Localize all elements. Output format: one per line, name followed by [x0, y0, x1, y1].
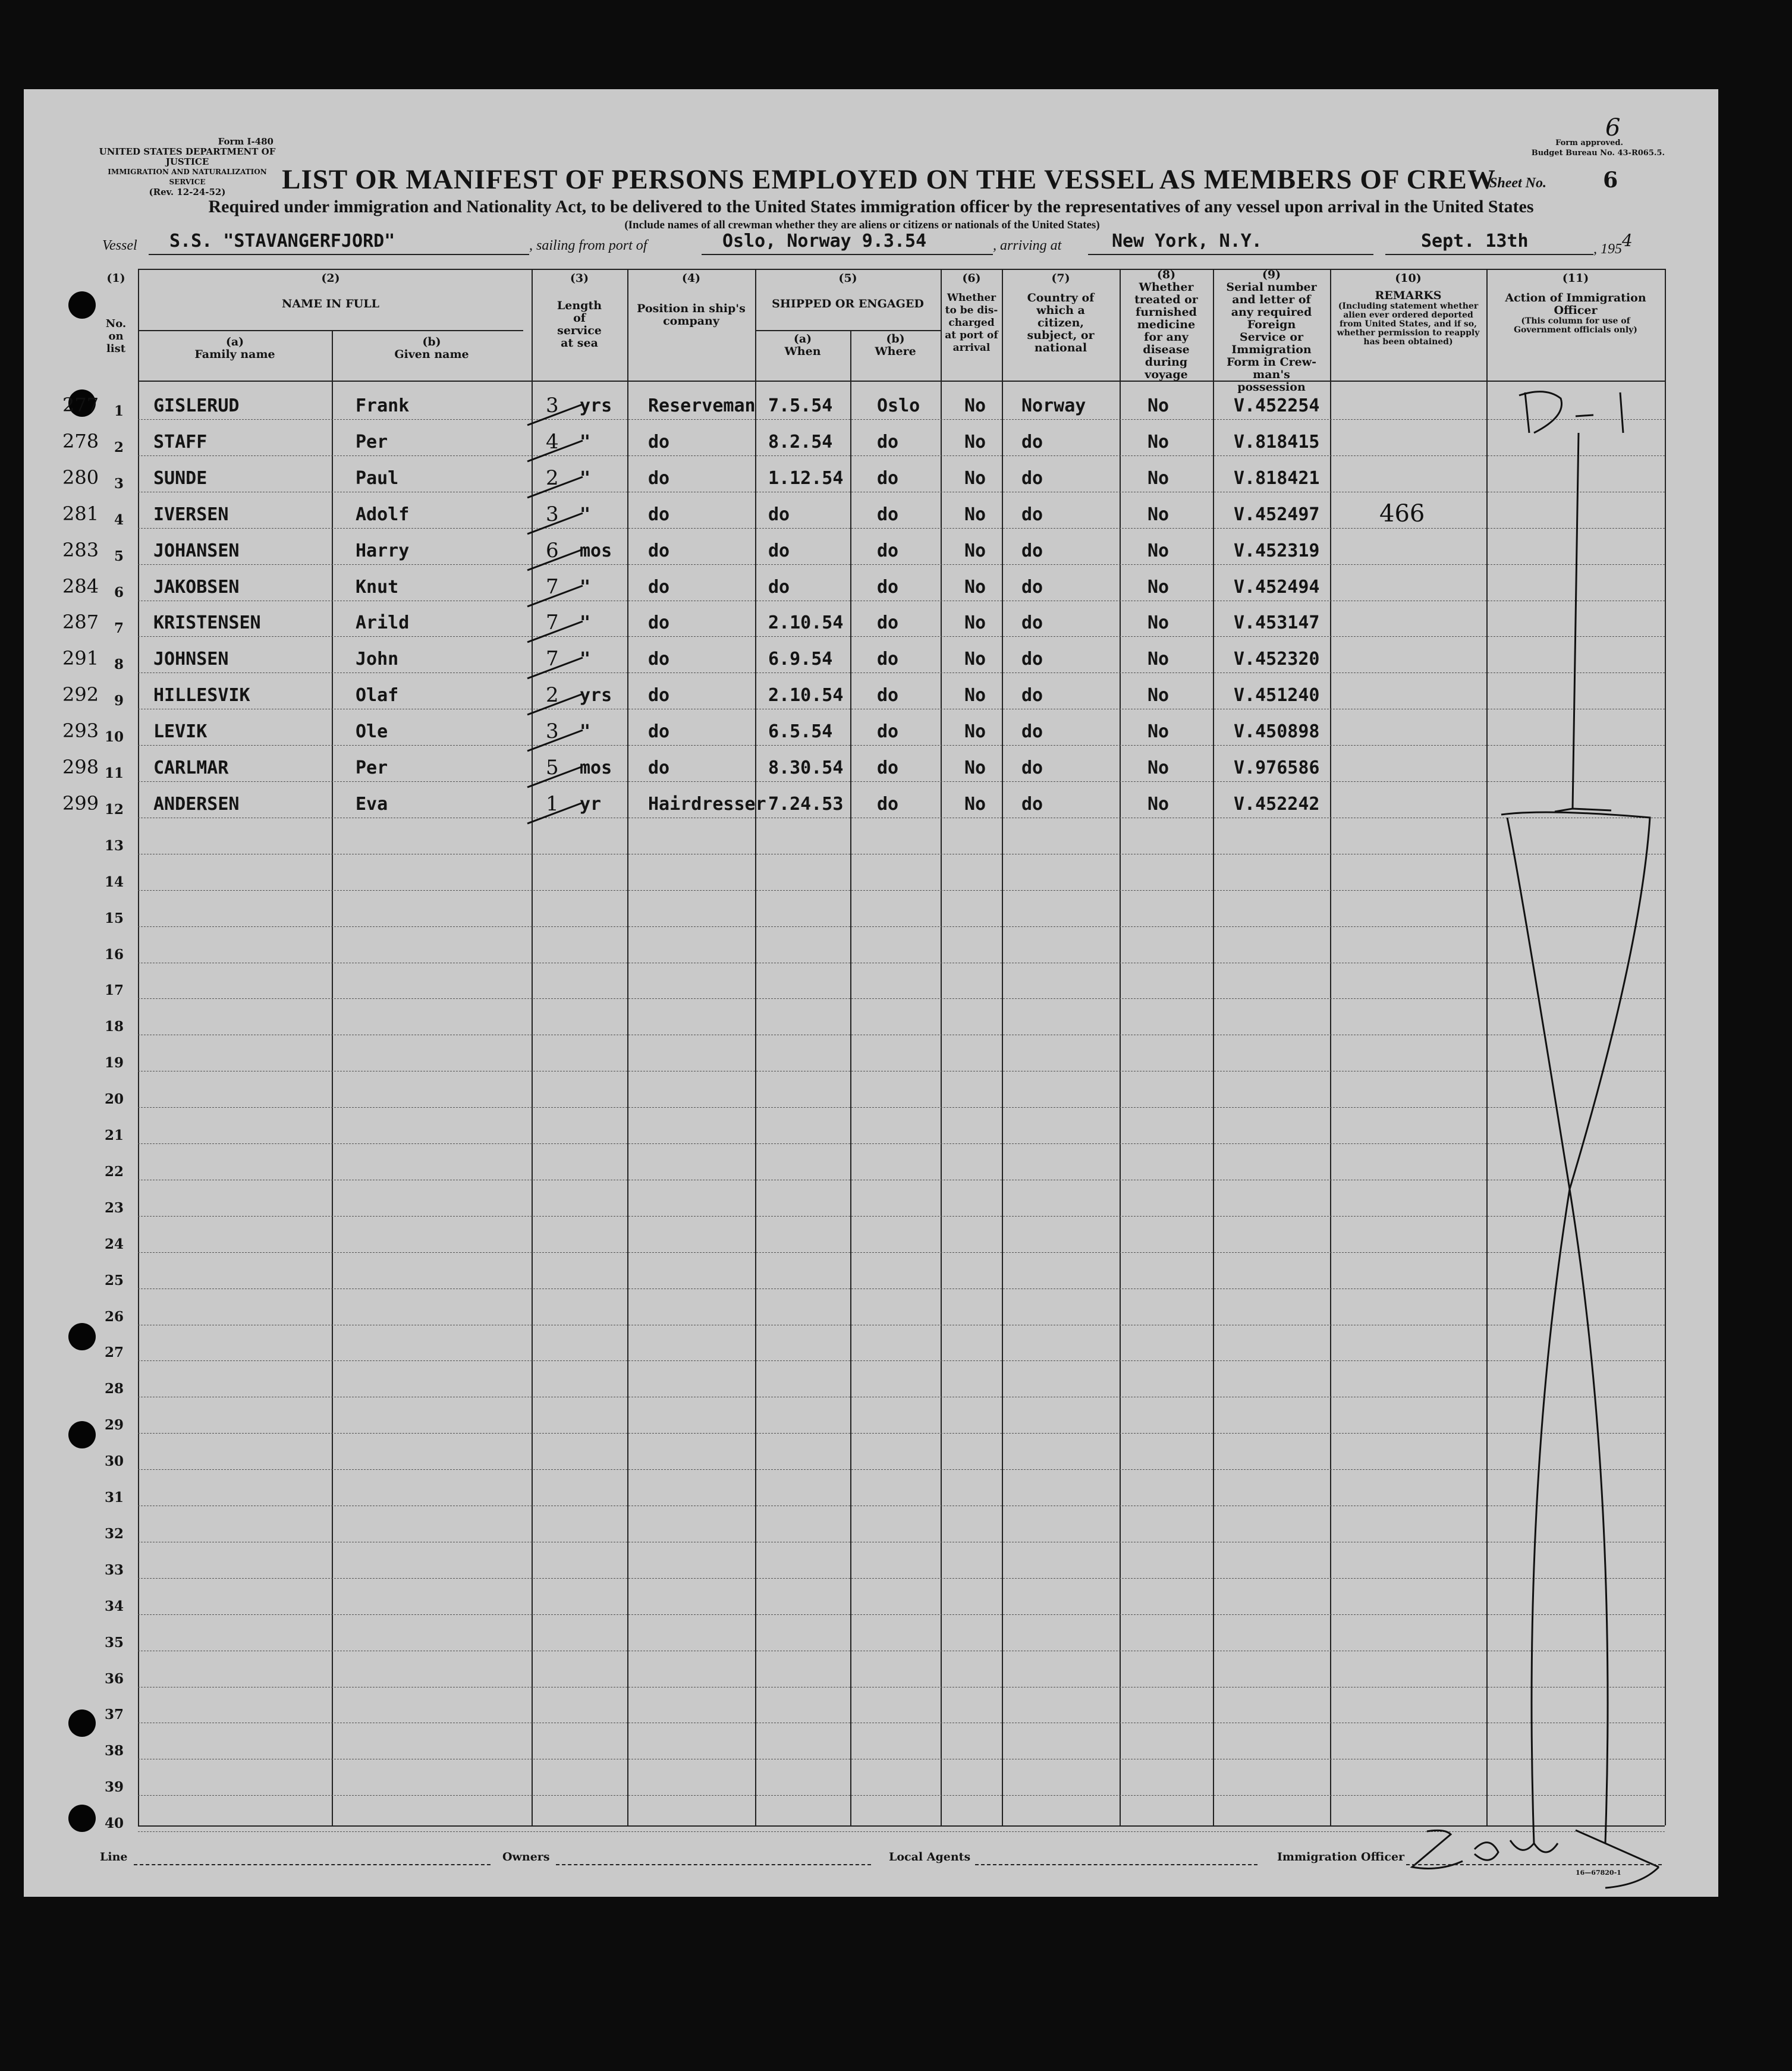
col2-label: NAME IN FULL — [282, 297, 379, 310]
treated-cell: No — [1147, 504, 1169, 525]
service-length-unit: yrs — [580, 395, 612, 416]
row-number: 25 — [104, 1272, 124, 1289]
row-number: 39 — [104, 1779, 124, 1796]
col11-note: (This column for use of Government officials only) — [1514, 316, 1637, 335]
row-number: 21 — [104, 1127, 124, 1143]
when-cell: do — [768, 504, 790, 525]
service-length-number: 7 — [546, 574, 559, 599]
row-number: 1 — [114, 403, 124, 419]
position-cell: do — [648, 758, 670, 778]
where-cell: do — [877, 540, 899, 561]
position-cell: do — [648, 467, 670, 489]
col10-number: (10) — [1395, 272, 1422, 285]
given-cell: Ole — [356, 721, 388, 743]
treated-cell: No — [1147, 612, 1169, 634]
service-length-unit: " — [580, 431, 591, 452]
row-number: 35 — [104, 1634, 124, 1651]
family-cell: SUNDE — [153, 467, 208, 489]
position-cell: do — [648, 576, 670, 598]
given-cell: Paul — [356, 467, 399, 489]
given-cell: Per — [356, 758, 388, 778]
treated-cell: No — [1147, 758, 1169, 778]
serial-cell: V.976586 — [1234, 758, 1320, 778]
where-cell: do — [877, 685, 899, 706]
row-number: 29 — [104, 1417, 124, 1434]
budget-number: Budget Bureau No. 43-R065.5. — [1531, 149, 1665, 158]
position-cell: Hairdresser — [648, 793, 766, 815]
year-prefix: , 195 — [1593, 241, 1622, 257]
family-cell: JAKOBSEN — [153, 576, 240, 598]
action-mark — [1522, 386, 1523, 387]
margin-number: 298 — [62, 756, 99, 778]
where-cell: do — [877, 649, 899, 670]
position-cell: do — [648, 612, 670, 634]
col11-label: Action of Immigration Officer — [1505, 291, 1646, 317]
discharged-cell: No — [964, 721, 986, 743]
col1-label: No. on list — [105, 318, 127, 355]
department-name: UNITED STATES DEPARTMENT OF JUSTICE — [99, 146, 276, 167]
serial-cell: V.818415 — [1234, 431, 1320, 452]
position-cell: do — [648, 721, 670, 743]
row-number: 6 — [114, 584, 124, 601]
col2a-letter: (a) — [225, 335, 244, 348]
position-cell: do — [648, 540, 670, 561]
serial-cell: V.452254 — [1234, 395, 1320, 416]
signature-mark — [1412, 1830, 1659, 1888]
when-cell: 2.10.54 — [768, 612, 844, 634]
margin-number: 280 — [62, 466, 99, 489]
serial-cell: V.452494 — [1234, 576, 1320, 598]
row-number: 40 — [104, 1815, 124, 1832]
treated-cell: No — [1147, 467, 1169, 489]
serial-cell: V.452497 — [1234, 504, 1320, 525]
col2b-label: Given name — [394, 348, 469, 361]
margin-number: 281 — [62, 502, 99, 525]
row-number: 26 — [104, 1308, 124, 1325]
service-length-unit: mos — [580, 540, 612, 561]
service-length-number: 3 — [546, 719, 559, 744]
service-length-number: 2 — [546, 466, 559, 490]
col5a-label: When — [784, 345, 821, 358]
col5-number: (5) — [838, 272, 857, 285]
where-cell: Oslo — [877, 395, 920, 416]
given-cell: Adolf — [356, 504, 410, 525]
col4-label: Position in ship's company — [637, 302, 746, 328]
arrival-date: Sept. 13th — [1421, 231, 1529, 252]
given-cell: Olaf — [356, 685, 399, 706]
print-code: 16—67820-1 — [1576, 1869, 1621, 1877]
family-cell: KRISTENSEN — [153, 612, 261, 634]
form-number: Form I-480 — [218, 136, 273, 147]
col4-number: (4) — [681, 272, 701, 285]
service-length-unit: " — [580, 467, 591, 489]
line-label: Line — [100, 1850, 128, 1863]
margin-number: 278 — [62, 429, 99, 452]
col3-label: Length of service at sea — [557, 299, 602, 350]
row-number: 16 — [104, 946, 124, 963]
margin-number: 292 — [62, 683, 99, 706]
treated-cell: No — [1147, 721, 1169, 743]
remarks-cell: 466 — [1379, 499, 1425, 527]
officer-label: Immigration Officer — [1277, 1850, 1405, 1863]
where-cell: do — [877, 576, 899, 598]
margin-number: 287 — [62, 611, 99, 634]
where-cell: do — [877, 793, 899, 815]
family-cell: GISLERUD — [153, 395, 240, 416]
serial-cell: V.450898 — [1234, 721, 1320, 743]
treated-cell: No — [1147, 540, 1169, 561]
col6-number: (6) — [962, 272, 981, 285]
row-number: 31 — [104, 1489, 124, 1506]
service-length-number: 7 — [546, 647, 559, 671]
discharged-cell: No — [964, 758, 986, 778]
when-cell: do — [768, 576, 790, 598]
where-cell: do — [877, 721, 899, 743]
D-mark-stroke — [1519, 392, 1562, 433]
row-number: 17 — [104, 982, 124, 999]
row-number: 38 — [104, 1743, 124, 1759]
sheet-number: 6 — [1603, 168, 1618, 193]
col8-label: Whether treated or furnished medicine for any disease during voyage — [1134, 281, 1198, 381]
sailing-label: , sailing from port of — [529, 238, 647, 253]
discharged-cell: No — [964, 467, 986, 489]
row-number: 36 — [104, 1670, 124, 1687]
treated-cell: No — [1147, 576, 1169, 598]
col11-number: (11) — [1562, 272, 1589, 285]
row-number: 5 — [114, 548, 124, 564]
manifest-title: LIST OR MANIFEST OF PERSONS EMPLOYED ON THE VESSEL AS MEMBERS OF CREW — [282, 164, 1496, 195]
year-suffix: 4 — [1622, 231, 1633, 250]
country-cell: do — [1021, 649, 1043, 670]
col5b-label: Where — [875, 345, 916, 358]
position-cell: do — [648, 685, 670, 706]
arriving-label: , arriving at — [993, 238, 1062, 253]
country-cell: do — [1021, 504, 1043, 525]
service-length-number: 3 — [546, 502, 559, 526]
row-number: 20 — [104, 1091, 124, 1108]
serial-cell: V.452320 — [1234, 649, 1320, 670]
arriving-at: New York, N.Y. — [1112, 231, 1262, 252]
row-number: 8 — [114, 656, 124, 673]
given-cell: Eva — [356, 793, 388, 815]
country-cell: do — [1021, 431, 1043, 452]
col3-number: (3) — [570, 272, 589, 285]
where-cell: do — [877, 467, 899, 489]
service-length-unit: yr — [580, 793, 602, 815]
col9-number: (9) — [1262, 268, 1281, 281]
col5b-letter: (b) — [886, 332, 905, 345]
when-cell: 8.2.54 — [768, 431, 833, 452]
serial-cell: V.452242 — [1234, 793, 1320, 815]
discharged-cell: No — [964, 576, 986, 598]
row-number: 10 — [104, 729, 124, 746]
row-number: 33 — [104, 1561, 124, 1578]
country-cell: do — [1021, 758, 1043, 778]
col5a-letter: (a) — [793, 332, 812, 345]
row-number: 2 — [114, 439, 124, 455]
vessel-name: S.S. "STAVANGERFJORD" — [169, 231, 395, 252]
service-length-number: 6 — [546, 538, 559, 562]
row-number: 30 — [104, 1453, 124, 1470]
country-cell: do — [1021, 721, 1043, 743]
col7-number: (7) — [1051, 272, 1070, 285]
service-length-unit: " — [580, 576, 591, 598]
family-cell: CARLMAR — [153, 758, 229, 778]
given-cell: Per — [356, 431, 388, 452]
row-number: 14 — [104, 873, 124, 890]
given-cell: Arild — [356, 612, 410, 634]
row-number: 37 — [104, 1707, 124, 1723]
when-cell: 8.30.54 — [768, 758, 844, 778]
treated-cell: No — [1147, 431, 1169, 452]
col1-number: (1) — [106, 272, 125, 285]
country-cell: Norway — [1021, 395, 1086, 416]
service-length-unit: mos — [580, 758, 612, 778]
col9-label: Serial number and letter of any required Foreign Service or Immigration Form in Crew-man's possession — [1226, 281, 1317, 394]
margin-number: 277 — [62, 394, 99, 416]
margin-number: 291 — [62, 647, 99, 670]
discharged-cell: No — [964, 540, 986, 561]
sheet-label: Sheet No. — [1489, 175, 1546, 191]
owners-label: Owners — [502, 1850, 550, 1863]
service-length-unit: " — [580, 504, 591, 525]
treated-cell: No — [1147, 649, 1169, 670]
where-cell: do — [877, 612, 899, 634]
when-cell: do — [768, 540, 790, 561]
service-name: IMMIGRATION AND NATURALIZATION SERVICE — [108, 168, 267, 186]
row-number: 22 — [104, 1163, 124, 1180]
row-number: 4 — [114, 511, 124, 528]
col2a-label: Family name — [194, 348, 275, 361]
row-number: 18 — [104, 1019, 124, 1035]
margin-number: 284 — [62, 574, 99, 598]
family-cell: HILLESVIK — [153, 685, 250, 706]
serial-cell: V.818421 — [1234, 467, 1320, 489]
treated-cell: No — [1147, 793, 1169, 815]
row-number: 9 — [114, 693, 124, 709]
country-cell: do — [1021, 612, 1043, 634]
row-number: 15 — [104, 910, 124, 926]
row-number: 7 — [114, 620, 124, 637]
col8-number: (8) — [1156, 268, 1176, 281]
discharged-cell: No — [964, 685, 986, 706]
row-number: 24 — [104, 1236, 124, 1252]
position-cell: do — [648, 649, 670, 670]
when-cell: 1.12.54 — [768, 467, 844, 489]
service-length-unit: " — [580, 649, 591, 670]
country-cell: do — [1021, 540, 1043, 561]
family-cell: LEVIK — [153, 721, 208, 743]
row-number: 12 — [104, 801, 124, 818]
service-length-unit: " — [580, 612, 591, 634]
family-cell: IVERSEN — [153, 504, 229, 525]
row-number: 11 — [104, 765, 124, 781]
service-length-number: 4 — [546, 429, 559, 454]
where-cell: do — [877, 504, 899, 525]
sailing-from: Oslo, Norway 9.3.54 — [722, 231, 927, 252]
include-note: (Include names of all crewman whether they are aliens or citizens or nationals of the United States) — [624, 219, 1100, 231]
sheet-handwritten: 6 — [1605, 114, 1621, 142]
bracket-line — [1555, 433, 1611, 812]
given-cell: Harry — [356, 540, 410, 561]
country-cell: do — [1021, 793, 1043, 815]
row-number: 13 — [104, 837, 124, 854]
row-number: 34 — [104, 1598, 124, 1614]
treated-cell: No — [1147, 395, 1169, 416]
service-length-number: 5 — [546, 756, 559, 780]
where-cell: do — [877, 431, 899, 452]
col6-label: Whether to be dis-charged at port of arrival — [945, 292, 998, 354]
discharged-cell: No — [964, 649, 986, 670]
col2b-letter: (b) — [422, 335, 441, 348]
where-cell: do — [877, 758, 899, 778]
service-length-unit: yrs — [580, 685, 612, 706]
row-number: 23 — [104, 1199, 124, 1216]
country-cell: do — [1021, 467, 1043, 489]
service-length-number: 2 — [546, 683, 559, 708]
treated-cell: No — [1147, 685, 1169, 706]
row-number: 28 — [104, 1381, 124, 1397]
service-length-number: 7 — [546, 611, 559, 635]
when-cell: 7.24.53 — [768, 793, 844, 815]
country-cell: do — [1021, 685, 1043, 706]
given-cell: Knut — [356, 576, 399, 598]
service-length-number: 3 — [546, 394, 559, 417]
serial-cell: V.451240 — [1234, 685, 1320, 706]
given-cell: Frank — [356, 395, 410, 416]
when-cell: 6.9.54 — [768, 649, 833, 670]
service-length-unit: " — [580, 721, 591, 743]
row-number: 32 — [104, 1525, 124, 1542]
discharged-cell: No — [964, 504, 986, 525]
margin-number: 293 — [62, 719, 99, 743]
country-cell: do — [1021, 576, 1043, 598]
discharged-cell: No — [964, 395, 986, 416]
col7-label: Country of which a citizen, subject, or national — [1027, 291, 1095, 354]
row-number: 19 — [104, 1055, 124, 1071]
manifest-subtitle: Required under immigration and Nationality Act, to be delivered to the United States immigration officer by the representatives of any vessel upon arrival in the United States — [208, 197, 1534, 216]
col5-label: SHIPPED OR ENGAGED — [772, 297, 924, 310]
agents-label: Local Agents — [889, 1850, 971, 1863]
when-cell: 6.5.54 — [768, 721, 833, 743]
when-cell: 2.10.54 — [768, 685, 844, 706]
family-cell: JOHNSEN — [153, 649, 229, 670]
position-cell: do — [648, 504, 670, 525]
serial-cell: V.452319 — [1234, 540, 1320, 561]
col10-note: (Including statement whether alien ever ordered deported from United States, and if so, whether permission to reapply has been obtained) — [1337, 301, 1480, 347]
discharged-cell: No — [964, 612, 986, 634]
col2-number: (2) — [321, 272, 340, 285]
hourglass-cross — [1501, 812, 1650, 1843]
col10-label: REMARKS — [1375, 289, 1442, 302]
discharged-cell: No — [964, 793, 986, 815]
margin-number: 299 — [62, 791, 99, 815]
service-length-number: 1 — [546, 791, 559, 816]
position-cell: do — [648, 431, 670, 452]
family-cell: ANDERSEN — [153, 793, 240, 815]
margin-number: 283 — [62, 538, 99, 561]
serial-cell: V.453147 — [1234, 612, 1320, 634]
approval-text: Form approved. — [1555, 139, 1623, 147]
row-number: 27 — [104, 1344, 124, 1361]
family-cell: JOHANSEN — [153, 540, 240, 561]
vessel-label: Vessel — [102, 238, 137, 253]
discharged-cell: No — [964, 431, 986, 452]
row-number: 3 — [114, 475, 124, 492]
revision-date: (Rev. 12-24-52) — [149, 187, 226, 197]
family-cell: STAFF — [153, 431, 208, 452]
when-cell: 7.5.54 — [768, 395, 833, 416]
given-cell: John — [356, 649, 399, 670]
position-cell: Reserveman — [648, 395, 756, 416]
